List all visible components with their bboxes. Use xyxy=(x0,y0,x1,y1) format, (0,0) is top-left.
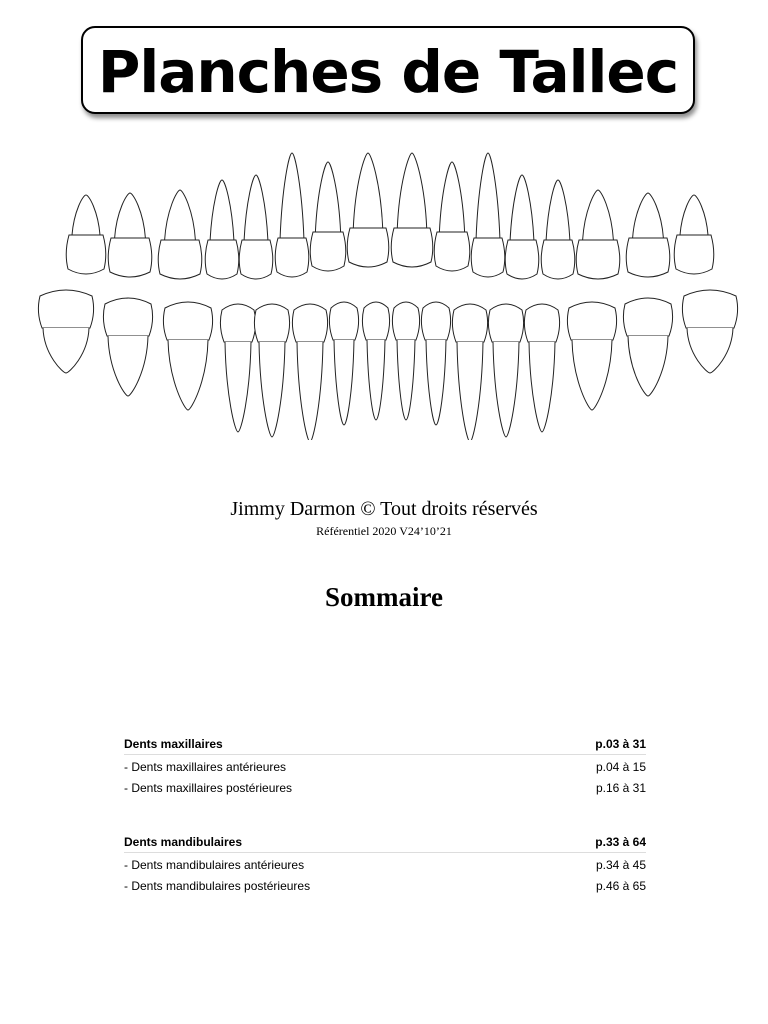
tooth-root xyxy=(397,153,426,228)
summary-heading: Sommaire xyxy=(325,582,443,612)
tooth-crown xyxy=(682,290,737,328)
tooth-root xyxy=(334,340,354,425)
tooth-root xyxy=(297,342,323,440)
upper-tooth xyxy=(674,195,714,274)
tooth-root xyxy=(546,180,570,240)
upper-tooth xyxy=(347,153,389,267)
author-line: Jimmy Darmon © Tout droits réservés xyxy=(230,498,538,520)
toc-item-row[interactable] xyxy=(124,757,646,778)
upper-tooth xyxy=(391,153,433,267)
tooth-crown xyxy=(163,302,212,340)
lower-tooth xyxy=(452,304,487,440)
tooth-root xyxy=(259,342,285,437)
tooth-crown xyxy=(623,298,672,336)
upper-tooth xyxy=(471,153,505,277)
tooth-root xyxy=(687,328,733,373)
tooth-root xyxy=(353,153,382,228)
tooth-root xyxy=(108,336,148,396)
tooth-crown xyxy=(108,238,152,277)
tooth-crown xyxy=(329,302,358,340)
tooth-root xyxy=(367,340,385,420)
toc-item-row[interactable] xyxy=(124,876,646,897)
tooth-crown xyxy=(392,302,419,340)
toc-item-label: - Dents maxillaires postérieures xyxy=(124,781,293,795)
lower-tooth xyxy=(421,302,450,425)
tooth-root xyxy=(572,340,612,410)
lower-tooth xyxy=(488,304,523,437)
upper-tooth xyxy=(158,190,202,279)
tooth-root xyxy=(244,175,268,240)
tooth-crown xyxy=(275,238,309,277)
title-box xyxy=(81,26,695,114)
tooth-root xyxy=(529,342,555,432)
toc-item-pages: p.46 à 65 xyxy=(595,879,646,893)
tooth-crown xyxy=(488,304,523,342)
lower-tooth xyxy=(163,302,212,410)
tooth-root xyxy=(510,175,534,240)
toc-heading-row[interactable] xyxy=(124,734,646,755)
tooth-root xyxy=(72,195,100,235)
dental-arches-illustration xyxy=(0,140,768,440)
tooth-root xyxy=(680,195,708,235)
tooth-crown xyxy=(434,232,470,271)
lower-tooth xyxy=(103,298,152,396)
tooth-crown xyxy=(292,304,327,342)
toc-item-pages: p.04 à 15 xyxy=(595,760,646,774)
upper-tooth xyxy=(576,190,620,279)
toc-section-mandibulaires xyxy=(124,832,646,897)
tooth-crown xyxy=(347,228,389,267)
toc-heading-pages: p.03 à 31 xyxy=(595,737,646,751)
tooth-crown xyxy=(310,232,346,271)
lower-tooth xyxy=(567,302,616,410)
tooth-root xyxy=(210,180,234,240)
tooth-crown xyxy=(220,304,255,342)
tooth-crown xyxy=(254,304,289,342)
tooth-crown xyxy=(205,240,239,279)
tooth-crown xyxy=(362,302,389,340)
tooth-crown xyxy=(471,238,505,277)
upper-tooth xyxy=(66,195,106,274)
toc-item-pages: p.34 à 45 xyxy=(595,858,646,872)
toc-item-row[interactable] xyxy=(124,778,646,799)
upper-tooth xyxy=(541,180,575,279)
tooth-root xyxy=(280,153,304,238)
tooth-root xyxy=(457,342,483,440)
toc-item-row[interactable] xyxy=(124,855,646,876)
toc-heading-row[interactable] xyxy=(124,832,646,853)
upper-arch xyxy=(66,153,714,279)
tooth-crown xyxy=(158,240,202,279)
tooth-root xyxy=(633,193,664,238)
tooth-crown xyxy=(626,238,670,277)
toc-item-pages: p.16 à 31 xyxy=(595,781,646,795)
tooth-root xyxy=(43,328,89,373)
lower-tooth xyxy=(38,290,93,373)
toc-item-label: - Dents mandibulaires postérieures xyxy=(124,879,311,893)
tooth-crown xyxy=(38,290,93,328)
tooth-root xyxy=(165,190,196,240)
lower-tooth xyxy=(292,304,327,440)
lower-arch xyxy=(38,290,737,440)
tooth-crown xyxy=(66,235,106,274)
upper-tooth xyxy=(310,162,346,271)
lower-tooth xyxy=(392,302,419,420)
reference-line: Référentiel 2020 V24’10’21 xyxy=(316,524,452,538)
lower-tooth xyxy=(362,302,389,420)
toc-item-label: - Dents maxillaires antérieures xyxy=(124,760,287,774)
upper-tooth xyxy=(275,153,309,277)
tooth-crown xyxy=(576,240,620,279)
tooth-crown xyxy=(103,298,152,336)
upper-tooth xyxy=(108,193,152,277)
lower-tooth xyxy=(220,304,255,432)
toc-heading-pages: p.33 à 64 xyxy=(595,835,646,849)
upper-tooth xyxy=(626,193,670,277)
lower-tooth xyxy=(254,304,289,437)
tooth-crown xyxy=(452,304,487,342)
tooth-crown xyxy=(674,235,714,274)
upper-tooth xyxy=(205,180,239,279)
toc-heading-label: Dents mandibulaires xyxy=(124,835,243,849)
tooth-crown xyxy=(239,240,273,279)
tooth-root xyxy=(426,340,446,425)
upper-tooth xyxy=(505,175,539,279)
lower-tooth xyxy=(682,290,737,373)
tooth-root xyxy=(315,162,340,232)
upper-tooth xyxy=(434,162,470,271)
tooth-root xyxy=(493,342,519,437)
tooth-crown xyxy=(567,302,616,340)
lower-tooth xyxy=(623,298,672,396)
upper-tooth xyxy=(239,175,273,279)
toc-section-maxillaires xyxy=(124,734,646,799)
tooth-crown xyxy=(505,240,539,279)
toc-heading-label: Dents maxillaires xyxy=(124,737,223,751)
tooth-root xyxy=(397,340,415,420)
tooth-root xyxy=(628,336,668,396)
page-title: Planches de Tallec xyxy=(97,38,679,106)
tooth-crown xyxy=(391,228,433,267)
tooth-crown xyxy=(524,304,559,342)
tooth-root xyxy=(168,340,208,410)
tooth-root xyxy=(225,342,251,432)
toc-item-label: - Dents mandibulaires antérieures xyxy=(124,858,305,872)
lower-tooth xyxy=(329,302,358,425)
tooth-root xyxy=(476,153,500,238)
tooth-root xyxy=(583,190,614,240)
tooth-root xyxy=(115,193,146,238)
tooth-crown xyxy=(421,302,450,340)
tooth-crown xyxy=(541,240,575,279)
tooth-root xyxy=(439,162,464,232)
lower-tooth xyxy=(524,304,559,432)
